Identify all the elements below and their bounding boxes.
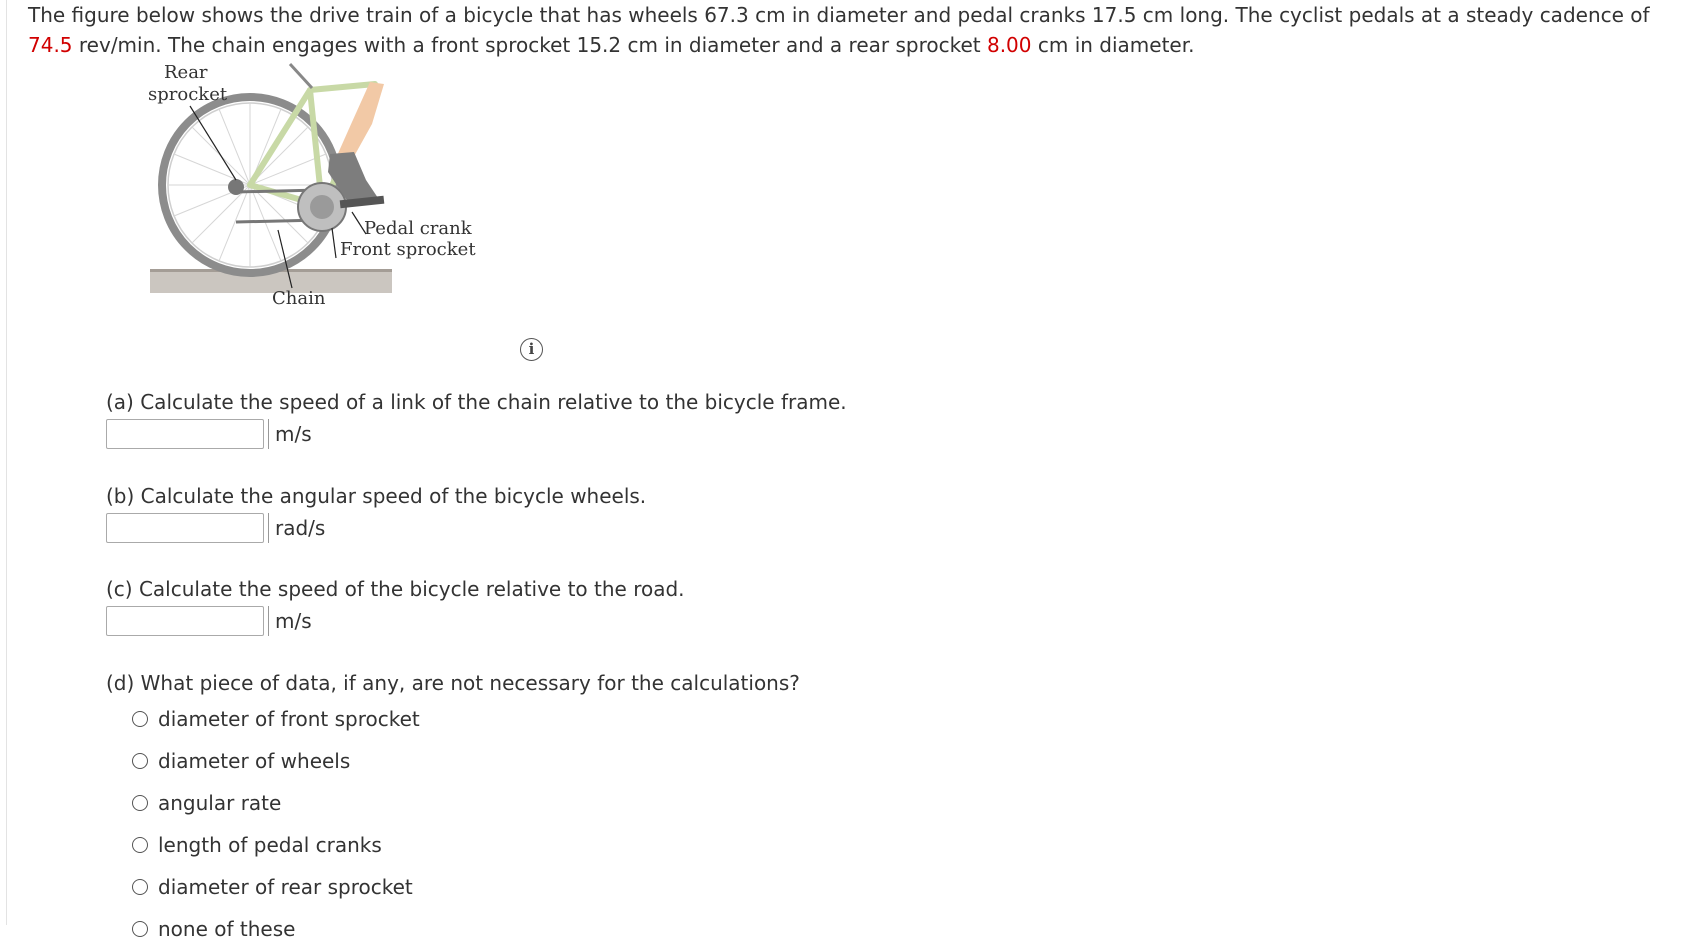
label-pedal-crank: Pedal crank [364, 218, 472, 239]
answer-c-unit: m/s [268, 606, 312, 636]
option-label: angular rate [158, 791, 282, 815]
radio-button[interactable] [132, 795, 148, 811]
answer-c-input[interactable] [106, 606, 264, 636]
option-item[interactable] [132, 740, 420, 782]
radio-button[interactable] [132, 921, 148, 937]
question-c-prompt: (c) Calculate the speed of the bicycle relative to the road. [106, 577, 685, 601]
option-item[interactable] [132, 866, 420, 908]
option-item[interactable] [132, 908, 420, 950]
intro-text-a: The figure below shows the drive train of a bicycle that has wheels 67.3 cm in diameter and pedal cranks 17.5 cm long. The cyclist pedals at a steady cadence of [28, 3, 1650, 27]
rear-sprocket-value: 8.00 [986, 33, 1032, 57]
answer-a-unit: m/s [268, 419, 312, 449]
answer-b-input[interactable] [106, 513, 264, 543]
label-chain: Chain [272, 288, 326, 309]
option-item[interactable] [132, 782, 420, 824]
question-b-prompt: (b) Calculate the angular speed of the bicycle wheels. [106, 484, 647, 508]
radio-button[interactable] [132, 711, 148, 727]
question-d-prompt: (d) What piece of data, if any, are not necessary for the calculations? [106, 671, 800, 695]
intro-text-b: rev/min. The chain engages with a front sprocket 15.2 cm in diameter and a rear sprocket [72, 33, 987, 57]
bicycle-figure [140, 62, 520, 348]
answer-a-input[interactable] [106, 419, 264, 449]
cadence-value: 74.5 [28, 33, 73, 57]
answer-b-unit: rad/s [268, 513, 325, 543]
question-c-answer-row [106, 605, 312, 637]
label-sprocket: sprocket [148, 84, 228, 105]
intro-text-c: cm in diameter. [1031, 33, 1195, 57]
option-label: diameter of rear sprocket [158, 875, 413, 899]
radio-button[interactable] [132, 837, 148, 853]
option-item[interactable] [132, 698, 420, 740]
question-b-answer-row [106, 512, 325, 544]
radio-button[interactable] [132, 753, 148, 769]
option-label: length of pedal cranks [158, 833, 382, 857]
option-item[interactable] [132, 824, 420, 866]
left-border [6, 0, 7, 925]
question-d-options [132, 698, 420, 950]
info-icon[interactable]: i [520, 338, 543, 361]
option-label: diameter of front sprocket [158, 707, 420, 731]
question-a-answer-row [106, 418, 312, 450]
label-front-sprocket: Front sprocket [340, 239, 476, 260]
label-rear: Rear [164, 62, 208, 83]
question-a-prompt: (a) Calculate the speed of a link of the chain relative to the bicycle frame. [106, 390, 847, 414]
option-label: none of these [158, 917, 296, 941]
radio-button[interactable] [132, 879, 148, 895]
problem-statement [28, 0, 1678, 60]
option-label: diameter of wheels [158, 749, 351, 773]
